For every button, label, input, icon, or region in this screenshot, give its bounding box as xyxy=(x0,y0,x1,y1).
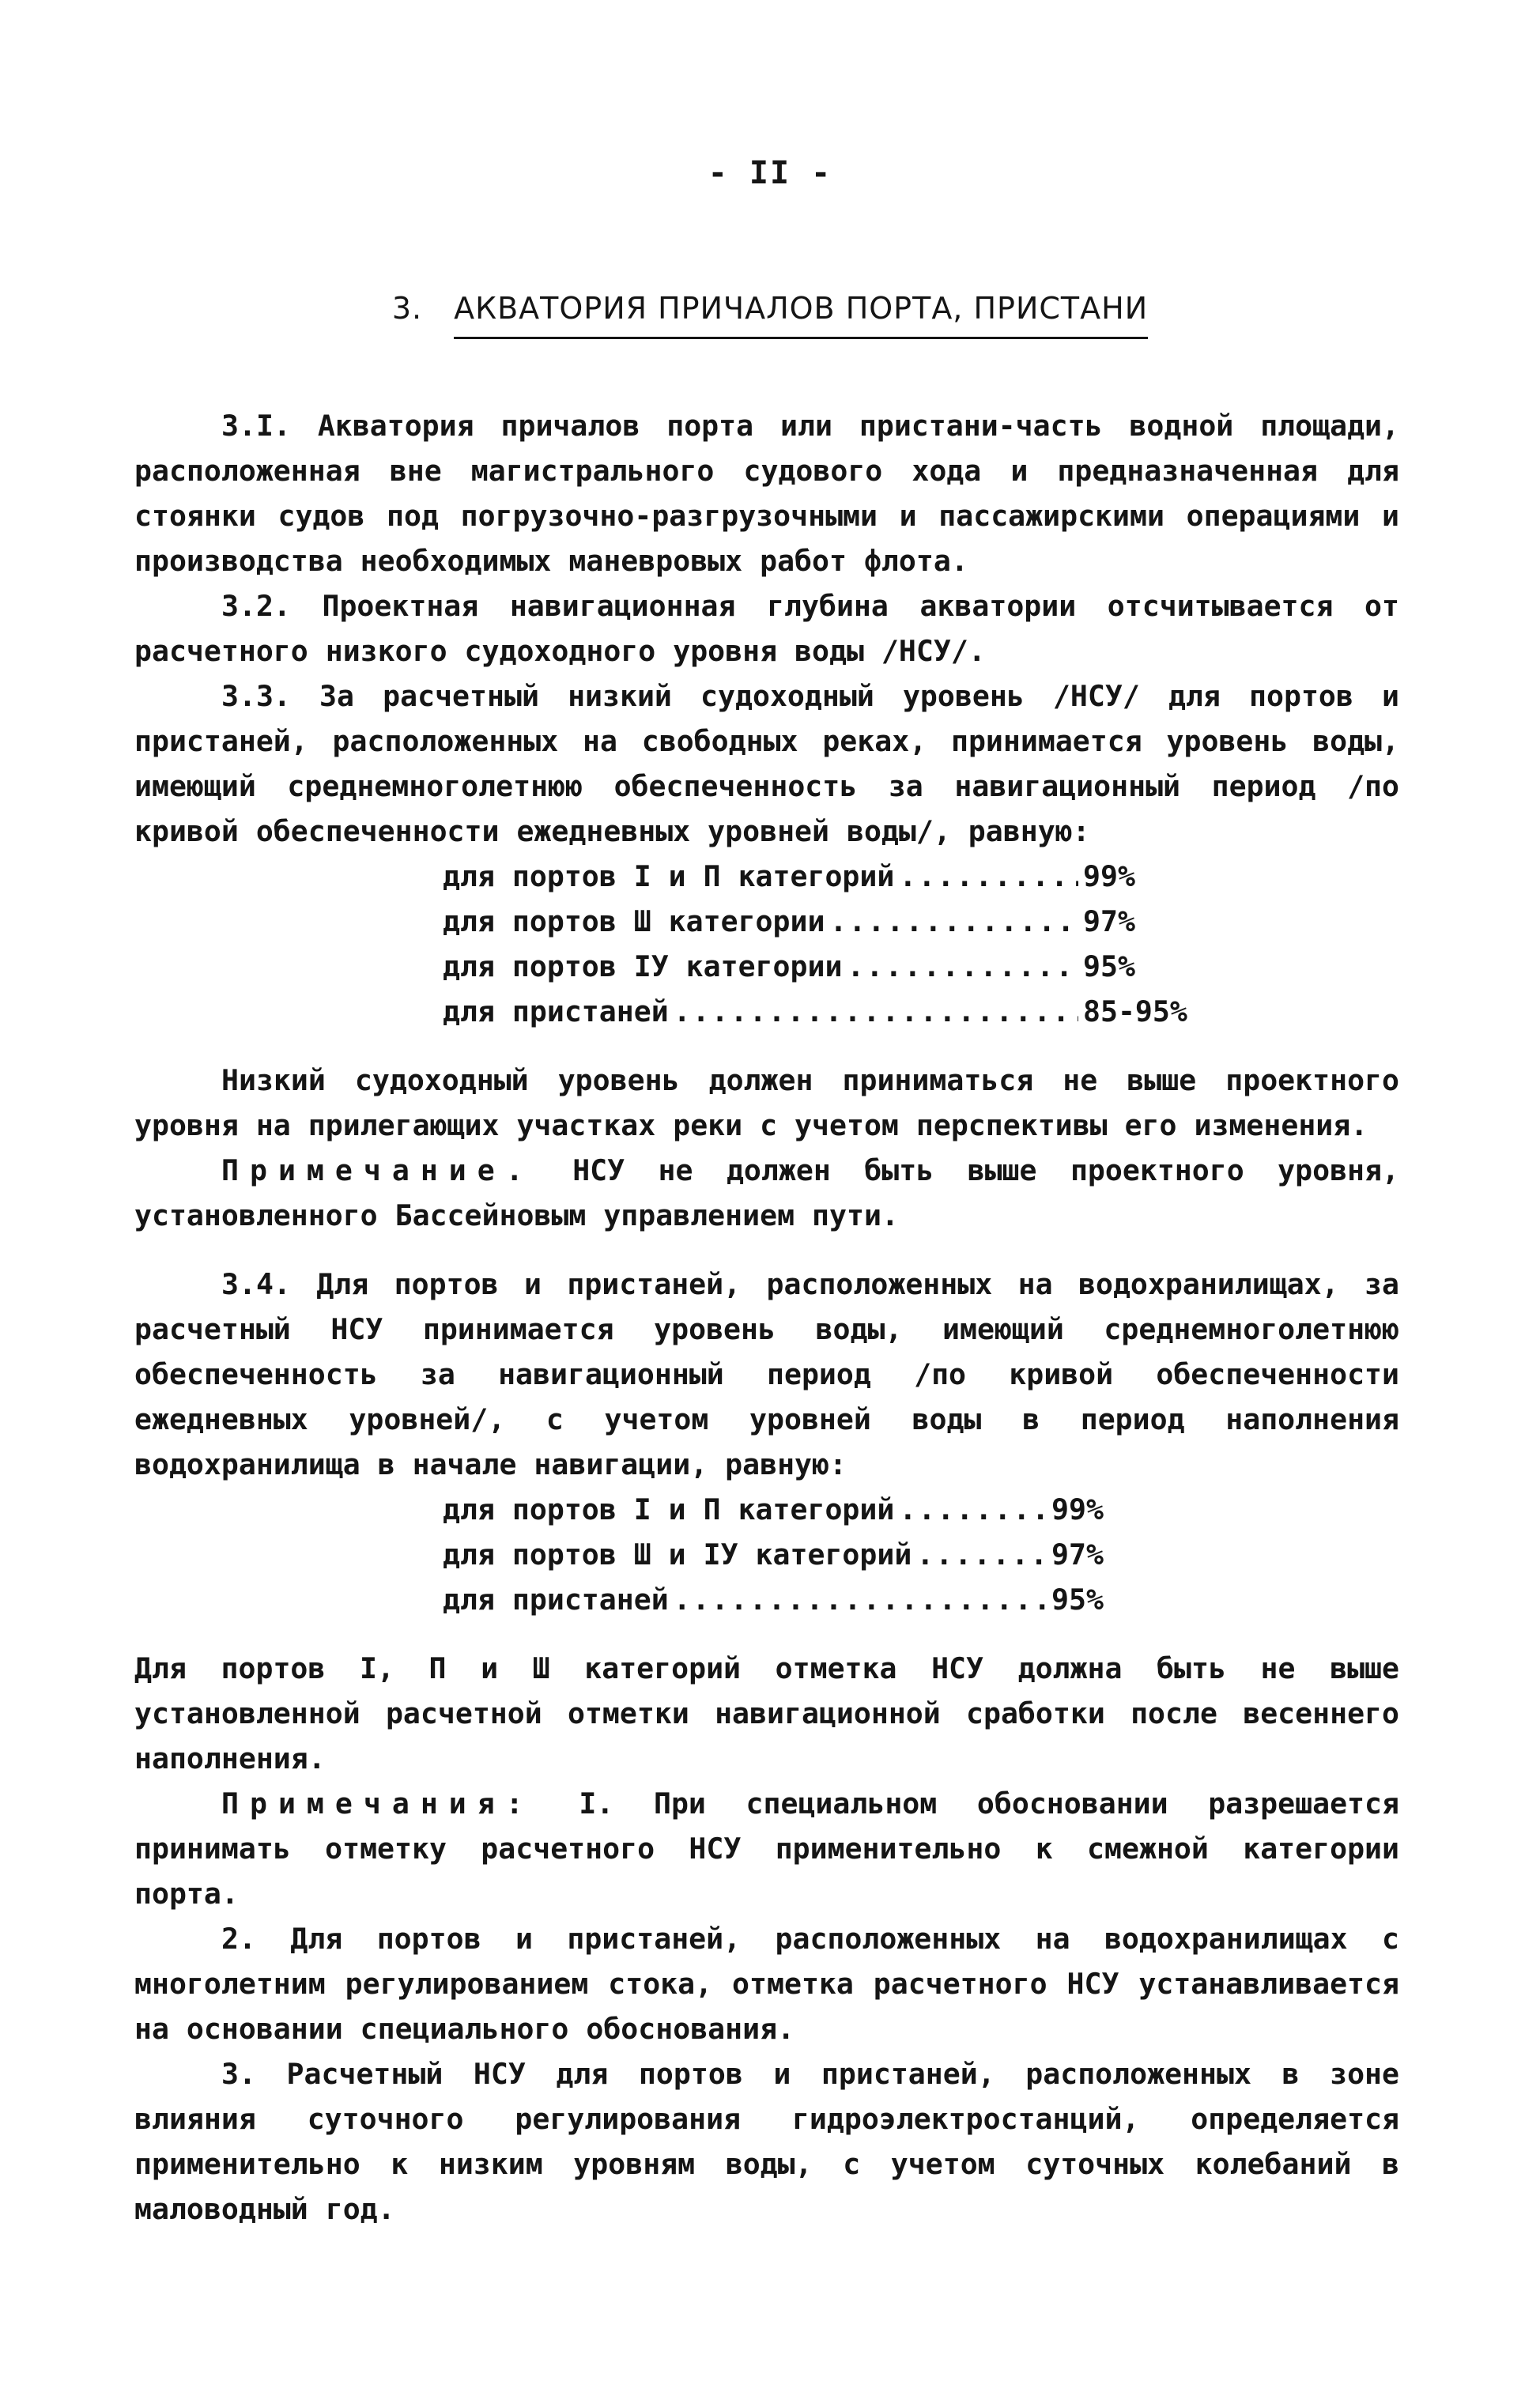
section-heading xyxy=(0,291,1540,339)
paragraph-3-1: 3.I. Акватория причалов порта или пристани-часть водной площади, расположенная вне магистрального судового хода и предназначенная для стоянки судов под погрузочно-разгрузочными и пассажирскими операциями и производства необходимых маневровых работ флота. xyxy=(134,409,1399,578)
row-label: для портов Ш категории xyxy=(443,904,825,938)
row-label: для пристаней xyxy=(443,1583,669,1617)
row-label: для портов I и П категорий xyxy=(443,1492,895,1526)
water-level-table-reservoirs xyxy=(443,1487,1399,1622)
notes-label: Примечания: xyxy=(221,1787,534,1821)
paragraph-3-3: 3.3. За расчетный низкий судоходный уровень /НСУ/ для портов и пристаней, расположенных на свободных реках, принимается уровень воды, имеющий среднемноголетнюю обеспеченность за навигационный период /по кривой обеспеченности ежедневных уровней воды/, равную: xyxy=(134,679,1399,848)
table-row xyxy=(443,1577,1170,1622)
paragraph-nsu-mark: Для портов I, П и Ш категорий отметка НСУ должна быть не выше установленной расчетной отметки навигационной сработки после весеннего наполнения. xyxy=(134,1651,1399,1775)
leader-dots xyxy=(674,989,1078,1034)
note-1 xyxy=(134,1148,1399,1238)
table-row xyxy=(443,1532,1170,1577)
section-title: АКВАТОРИЯ ПРИЧАЛОВ ПОРТА, ПРИСТАНИ xyxy=(454,291,1148,339)
table-row xyxy=(443,899,1202,944)
notes-2-item-1 xyxy=(134,1781,1399,1916)
row-label: для пристаней xyxy=(443,994,669,1028)
table-row xyxy=(443,989,1202,1034)
row-value: 95% xyxy=(1083,949,1135,983)
row-value: 95% xyxy=(1051,1583,1104,1617)
row-label: для портов IУ категории xyxy=(443,949,843,983)
table-row xyxy=(443,854,1202,899)
notes-2-item-3: 3. Расчетный НСУ для портов и пристаней, расположенных в зоне влияния суточного регулирования гидроэлектростанций, определяется применительно к низким уровням воды, с учетом суточных колебаний в маловодный год. xyxy=(134,2057,1399,2226)
leader-dots xyxy=(899,1487,1047,1532)
row-value: 97% xyxy=(1083,904,1135,938)
leader-dots xyxy=(829,899,1078,944)
note-item-text: I. При специальном обосновании разрешается принимать отметку расчетного НСУ применительно к смежной категории порта. xyxy=(134,1787,1399,1911)
row-value: 99% xyxy=(1083,859,1135,893)
note-text: НСУ не должен быть выше проектного уровня, установленного Бассейновым управлением пути. xyxy=(134,1153,1399,1232)
page-number: - II - xyxy=(708,155,832,191)
row-label: для портов Ш и IУ категорий xyxy=(443,1538,912,1572)
leader-dots xyxy=(899,854,1078,899)
note-label: Примечание. xyxy=(221,1153,534,1187)
row-label: для портов I и П категорий xyxy=(443,859,895,893)
leader-dots xyxy=(916,1532,1047,1577)
row-value: 85-95% xyxy=(1083,994,1187,1028)
leader-dots xyxy=(847,944,1078,989)
table-row xyxy=(443,1487,1170,1532)
paragraph-low-level: Низкий судоходный уровень должен приниматься не выше проектного уровня на прилегающих участках реки с учетом перспективы его изменения. xyxy=(134,1063,1399,1142)
section-number: 3. xyxy=(391,291,423,326)
notes-2-item-2: 2. Для портов и пристаней, расположенных на водохранилищах с многолетним регулированием стока, отметка расчетного НСУ устанавливается на основании специального обоснования. xyxy=(134,1922,1399,2046)
paragraph-3-4: 3.4. Для портов и пристаней, расположенных на водохранилищах, за расчетный НСУ принимается уровень воды, имеющий среднемноголетнюю обеспеченность за навигационный период /по кривой обеспеченности ежедневных уровней/, с учетом уровней воды в период наполнения водохранилища в начале навигации, равную: xyxy=(134,1267,1399,1481)
paragraph-3-2: 3.2. Проектная навигационная глубина акватории отсчитывается от расчетного низкого судоходного уровня воды /НСУ/. xyxy=(134,589,1399,668)
leader-dots xyxy=(674,1577,1047,1622)
row-value: 99% xyxy=(1051,1492,1104,1526)
document-body xyxy=(134,403,1399,2232)
water-level-table-rivers xyxy=(443,854,1399,1034)
row-value: 97% xyxy=(1051,1538,1104,1572)
table-row xyxy=(443,944,1202,989)
